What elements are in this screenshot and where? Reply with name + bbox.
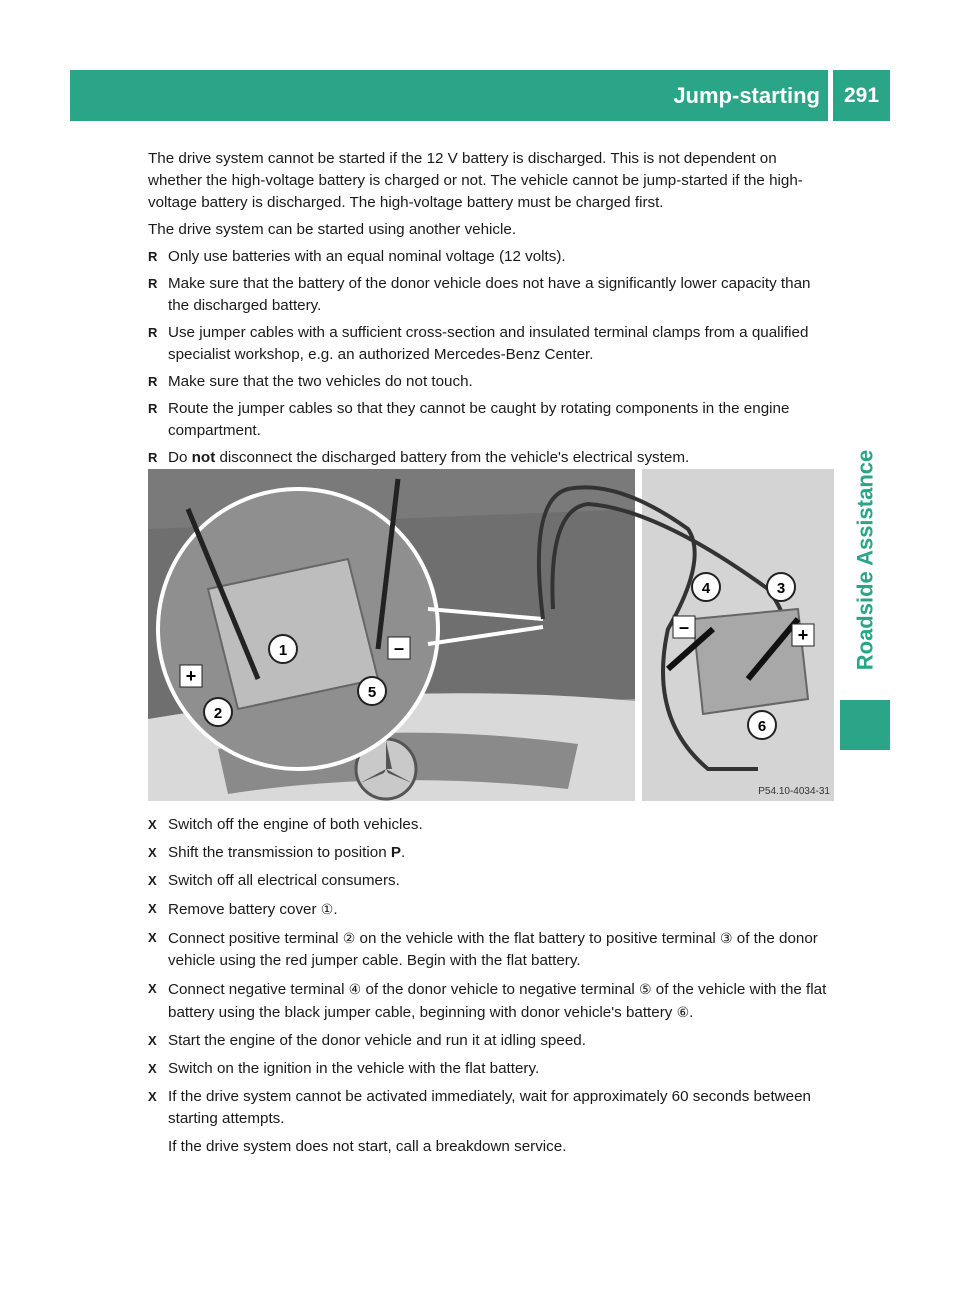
text: Remove battery cover [168,901,321,918]
procedure-section [148,814,834,1164]
step-item [148,927,834,972]
text: Shift the transmission to position [168,844,391,861]
intro-section [148,148,834,474]
callout-3 [767,573,795,601]
procedure-steps [148,814,834,1158]
emphasis: P [390,844,401,861]
step-item: X Switch off all electrical consumers. [148,870,834,892]
step-item [148,978,834,1024]
plus-sign: + [185,666,197,686]
callout-ref: ⑤ [639,981,652,997]
section-title: Jump-starting [673,83,820,108]
callout-ref: ⑥ [676,1004,690,1020]
intro-paragraph-2: The drive system can be started using another vehicle. [148,221,517,238]
callout-ref: ② [342,930,356,946]
callout-1 [269,635,297,663]
illustration-svg [148,469,834,801]
callout-label: 1 [278,642,288,659]
text: of the donor vehicle to negative terminal [361,981,639,998]
callout-6 [748,711,776,739]
text: Connect negative terminal [168,981,349,998]
page-number: 291 [833,70,890,121]
step-item [148,842,834,864]
step-note: If the drive system does not start, call a breakdown service. [168,1138,567,1155]
minus-sign: – [393,638,405,658]
step-item: X Switch off the engine of both vehicles. [148,814,834,836]
text: on the vehicle with the flat battery to positive terminal [355,930,720,947]
list-item: R Make sure that the two vehicles do not touch. [148,371,834,393]
photo-divider [635,469,642,801]
jump-start-illustration [148,469,834,801]
callout-label: 4 [701,580,711,597]
side-tab [840,420,890,700]
precaution-list [148,246,834,469]
text: Do [168,449,192,466]
text: . [333,901,338,918]
callout-ref: ④ [348,981,362,997]
list-item: R Route the jumper cables so that they cannot be caught by rotating components in the engine compartment. [148,398,834,442]
text: of the vehicle with the flat battery using the black jumper cable, beginning with donor vehicle's battery [168,981,827,1021]
list-item: R Only use batteries with an equal nominal voltage (12 volts). [148,246,834,268]
text: . [401,844,406,861]
figure-code: P54.10-4034-31 [758,786,830,797]
callout-label: 6 [757,718,767,735]
text: . [689,1004,694,1021]
step-item: X Start the engine of the donor vehicle and run it at idling speed. [148,1030,834,1052]
step-item: X If the drive system cannot be activated immediately, wait for approximately 60 seconds between starting attempts. [148,1086,834,1130]
emphasis: not [191,449,216,466]
list-item: R Use jumper cables with a sufficient cross-section and insulated terminal clamps from a qualified specialist workshop, e.g. an authorized Mercedes-Benz Center. [148,322,834,366]
step-item [148,898,834,921]
callout-ref: ① [320,901,334,917]
side-tab-label: Roadside Assistance [852,449,877,671]
callout-label: 3 [776,580,786,597]
text: of the donor vehicle using the red jumper cable. Begin with the flat battery. [168,930,818,969]
list-item: R Make sure that the battery of the donor vehicle does not have a significantly lower capacity than the discharged battery. [148,273,834,317]
plus-sign: + [797,625,809,645]
text: Connect positive terminal [168,930,343,947]
callout-5 [358,677,386,705]
side-tab-marker [840,700,890,750]
callout-label: 2 [213,705,223,722]
list-item [148,447,834,469]
intro-paragraph-1: The drive system cannot be started if the 12 V battery is discharged. This is not dependent on whether the high-voltage battery is charged or not. The vehicle cannot be jump-started if the high-voltage battery is discharged. The high-voltage battery must be charged first. [148,150,803,211]
minus-sign: – [678,617,690,637]
callout-2 [204,698,232,726]
text: disconnect the discharged battery from the vehicle's electrical system. [215,449,690,466]
callout-ref: ③ [720,930,733,946]
callout-4 [692,573,720,601]
step-item: X Switch on the ignition in the vehicle with the flat battery. [148,1058,834,1080]
callout-label: 5 [367,684,377,701]
